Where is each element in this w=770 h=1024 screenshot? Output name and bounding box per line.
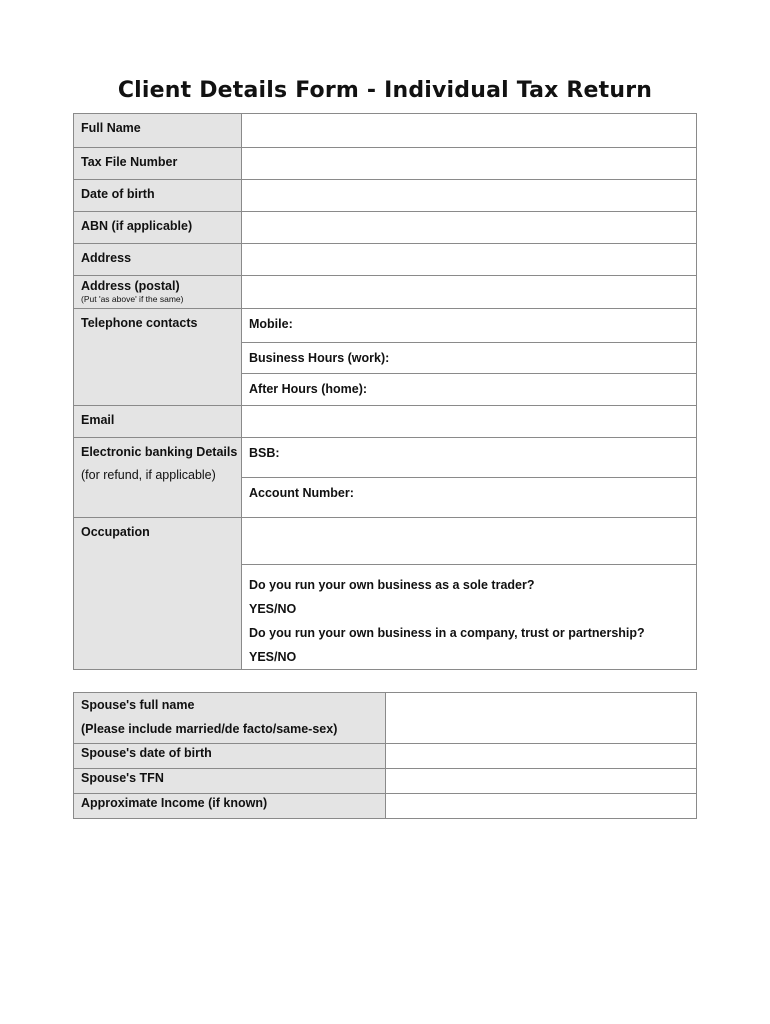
row-email [74, 405, 696, 437]
row-telephone [74, 308, 696, 405]
row-full-name [74, 114, 696, 147]
label-spouse-dob: Spouse's date of birth [74, 744, 386, 768]
label-abn: ABN (if applicable) [74, 212, 242, 243]
row-spouse-name [74, 693, 696, 743]
address-postal-note: (Put 'as above' if the same) [81, 294, 184, 304]
label-address: Address [74, 244, 242, 275]
tfn-field[interactable] [242, 148, 696, 179]
row-address-postal [74, 275, 696, 308]
address-field[interactable] [242, 244, 696, 275]
banking-group [242, 438, 696, 517]
after-hours-field[interactable]: After Hours (home): [242, 373, 696, 405]
business-hours-field[interactable]: Business Hours (work): [242, 342, 696, 374]
spouse-name-field[interactable] [386, 693, 696, 743]
client-details-table [73, 113, 697, 670]
label-banking-text: Electronic banking Details [81, 445, 238, 459]
business-questions [242, 564, 696, 669]
email-field[interactable] [242, 406, 696, 437]
label-occupation: Occupation [74, 518, 242, 669]
label-spouse-name-text: Spouse's full name [81, 698, 195, 712]
page-title: Client Details Form - Individual Tax Return [117, 78, 653, 103]
abn-field[interactable] [242, 212, 696, 243]
answer-company[interactable]: YES/NO [249, 650, 297, 664]
address-postal-field[interactable] [242, 276, 696, 308]
spouse-tfn-field[interactable] [386, 769, 696, 793]
row-tfn [74, 147, 696, 179]
label-spouse-income: Approximate Income (if known) [74, 794, 386, 818]
label-address-postal [74, 276, 242, 308]
occupation-field[interactable] [242, 518, 696, 564]
label-dob: Date of birth [74, 180, 242, 211]
row-abn [74, 211, 696, 243]
dob-field[interactable] [242, 180, 696, 211]
label-telephone: Telephone contacts [74, 309, 242, 405]
row-spouse-income [74, 793, 696, 818]
bsb-field[interactable]: BSB: [249, 446, 280, 460]
label-address-postal-text: Address (postal) [81, 279, 180, 293]
spouse-dob-field[interactable] [386, 744, 696, 768]
spouse-income-field[interactable] [386, 794, 696, 818]
question-sole-trader: Do you run your own business as a sole trader? [249, 578, 535, 592]
telephone-group [242, 309, 696, 405]
answer-sole-trader[interactable]: YES/NO [249, 602, 297, 616]
account-number-field[interactable]: Account Number: [242, 477, 696, 517]
row-spouse-dob [74, 743, 696, 768]
spouse-details-table [73, 692, 697, 819]
row-spouse-tfn [74, 768, 696, 793]
label-spouse-tfn: Spouse's TFN [74, 769, 386, 793]
row-banking [74, 437, 696, 517]
label-spouse-name [74, 693, 386, 743]
mobile-field[interactable]: Mobile: [249, 317, 293, 331]
label-tfn: Tax File Number [74, 148, 242, 179]
full-name-field[interactable] [242, 114, 696, 147]
label-banking [74, 438, 242, 517]
banking-note: (for refund, if applicable) [81, 468, 216, 482]
occupation-group [242, 518, 696, 669]
row-dob [74, 179, 696, 211]
row-occupation [74, 517, 696, 669]
row-address [74, 243, 696, 275]
spouse-name-note: (Please include married/de facto/same-sex) [81, 722, 338, 736]
label-email: Email [74, 406, 242, 437]
question-company: Do you run your own business in a company, trust or partnership? [249, 626, 645, 640]
label-full-name: Full Name [74, 114, 242, 147]
